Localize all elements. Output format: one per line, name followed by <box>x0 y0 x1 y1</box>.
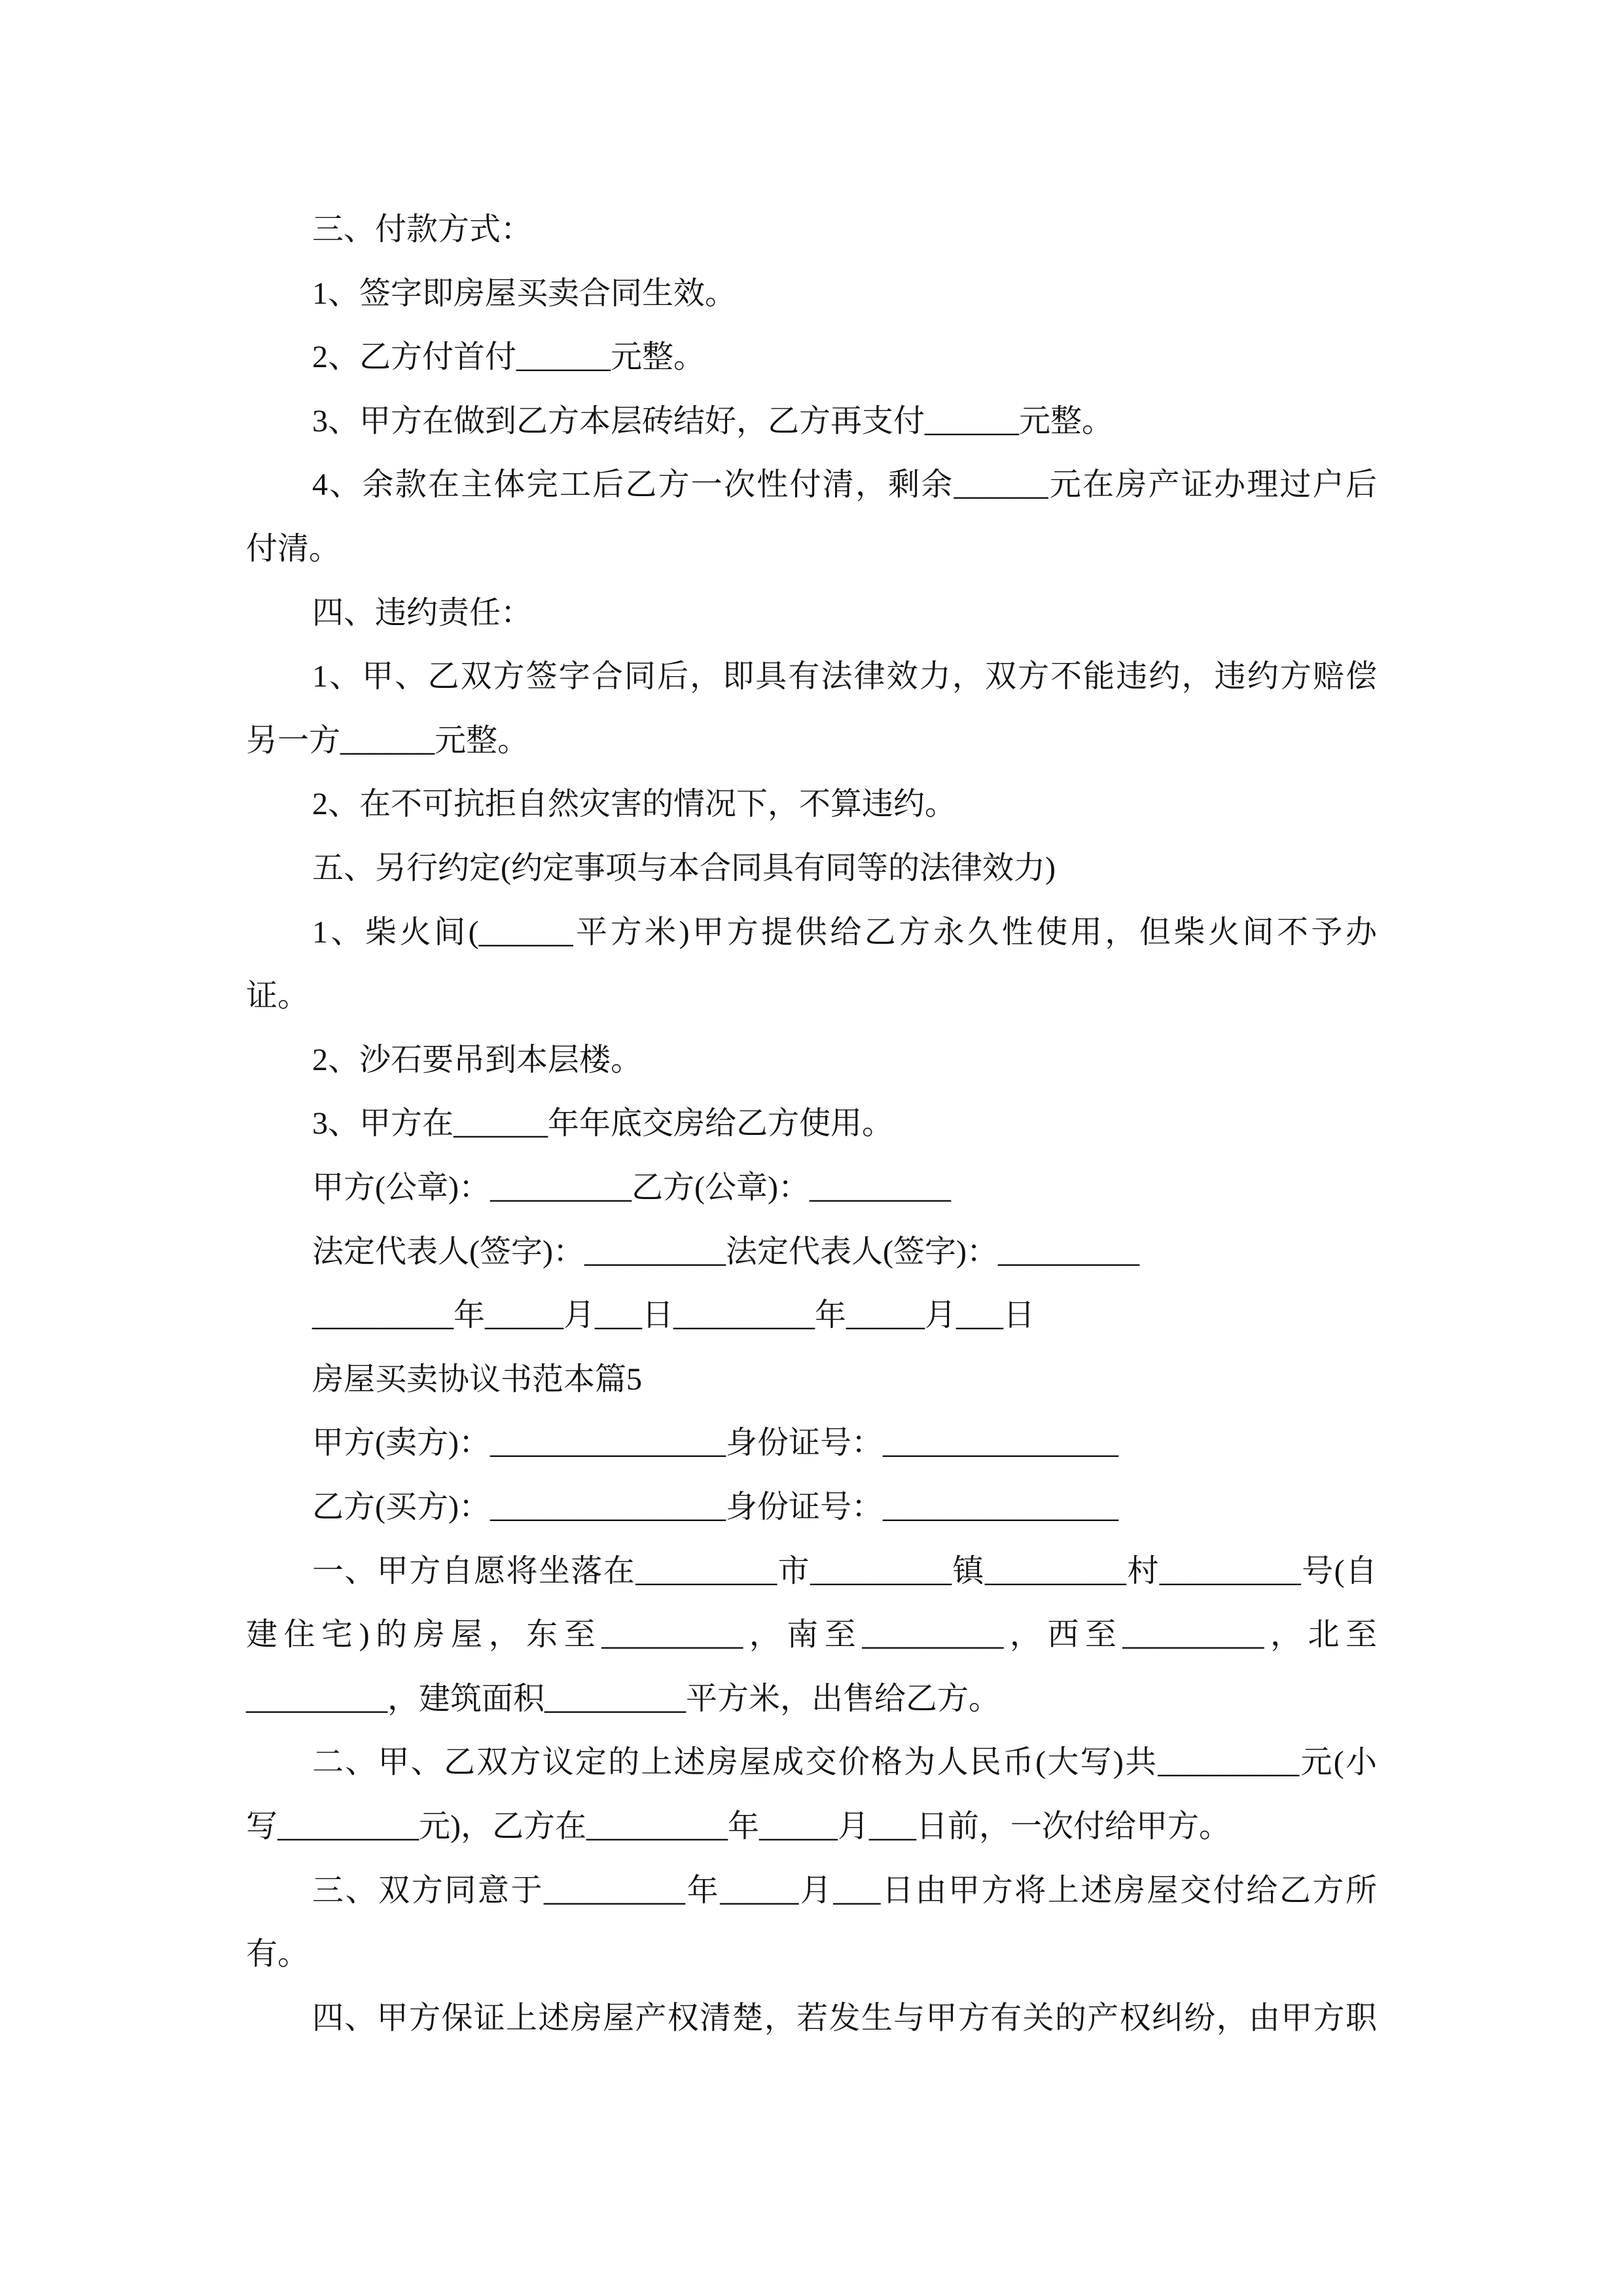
paragraph-line: 写_________元)，乙方在_________年_____月___日前，一次付给甲方。 <box>246 1809 1230 1844</box>
paragraph-line: 建住宅)的房屋，东至_________，南至_________，西至_________，北至 <box>246 1617 1377 1653</box>
paragraph-line: 二、甲、乙双方议定的上述房屋成交价格为人民币(大写)共_________元(小 <box>312 1745 1377 1780</box>
paragraph-line: 有。 <box>246 1937 310 1972</box>
paragraph-line: 4、余款在主体完工后乙方一次性付清，剩余______元在房产证办理过户后 <box>312 467 1377 503</box>
paragraph-line: 2、乙方付首付______元整。 <box>312 340 705 375</box>
paragraph-line: 四、违约责任： <box>312 595 533 630</box>
paragraph-line: 1、甲、乙双方签字合同后，即具有法律效力，双方不能违约，违约方赔偿 <box>312 659 1377 694</box>
paragraph-line: 3、甲方在做到乙方本层砖结好，乙方再支付______元整。 <box>312 403 1114 439</box>
paragraph-line: 2、在不可抗拒自然灾害的情况下，不算违约。 <box>312 787 957 822</box>
paragraph-line: 五、另行约定(约定事项与本合同具有同等的法律效力) <box>312 851 1056 886</box>
paragraph-line: 一、甲方自愿将坐落在_________市_________镇_________村_________号(自 <box>312 1553 1377 1588</box>
paragraph-line: 四、甲方保证上述房屋产权清楚，若发生与甲方有关的产权纠纷，由甲方职 <box>312 2000 1377 2036</box>
paragraph-line: 另一方______元整。 <box>246 723 529 758</box>
paragraph-line: 甲方(公章)：_________乙方(公章)：_________ <box>312 1170 951 1205</box>
paragraph-line: 房屋买卖协议书范本篇5 <box>312 1361 643 1397</box>
paragraph-line: _________年_____月___日_________年_____月___日 <box>312 1298 1035 1333</box>
paragraph-line: 1、柴火间(______平方米)甲方提供给乙方永久性使用，但柴火间不予办 <box>312 914 1377 950</box>
paragraph-line: 2、沙石要吊到本层楼。 <box>312 1042 643 1077</box>
paragraph-line: 1、签字即房屋买卖合同生效。 <box>312 276 737 311</box>
paragraph-line: 甲方(卖方)：_______________身份证号：_______________ <box>312 1426 1118 1461</box>
paragraph-line: 证。 <box>246 978 310 1014</box>
paragraph-line: 三、双方同意于_________年_____月___日由甲方将上述房屋交付给乙方所 <box>312 1873 1377 1908</box>
paragraph-line: 三、付款方式： <box>312 212 533 247</box>
paragraph-line: 乙方(买方)：_______________身份证号：_______________ <box>312 1490 1118 1524</box>
paragraph-line: _________，建筑面积_________平方米，出售给乙方。 <box>246 1681 1001 1716</box>
paragraph-line: 付清。 <box>246 531 341 566</box>
paragraph-line: 3、甲方在______年年底交房给乙方使用。 <box>312 1106 894 1141</box>
paragraph-line: 法定代表人(签字)：_________法定代表人(签字)：_________ <box>312 1234 1139 1269</box>
